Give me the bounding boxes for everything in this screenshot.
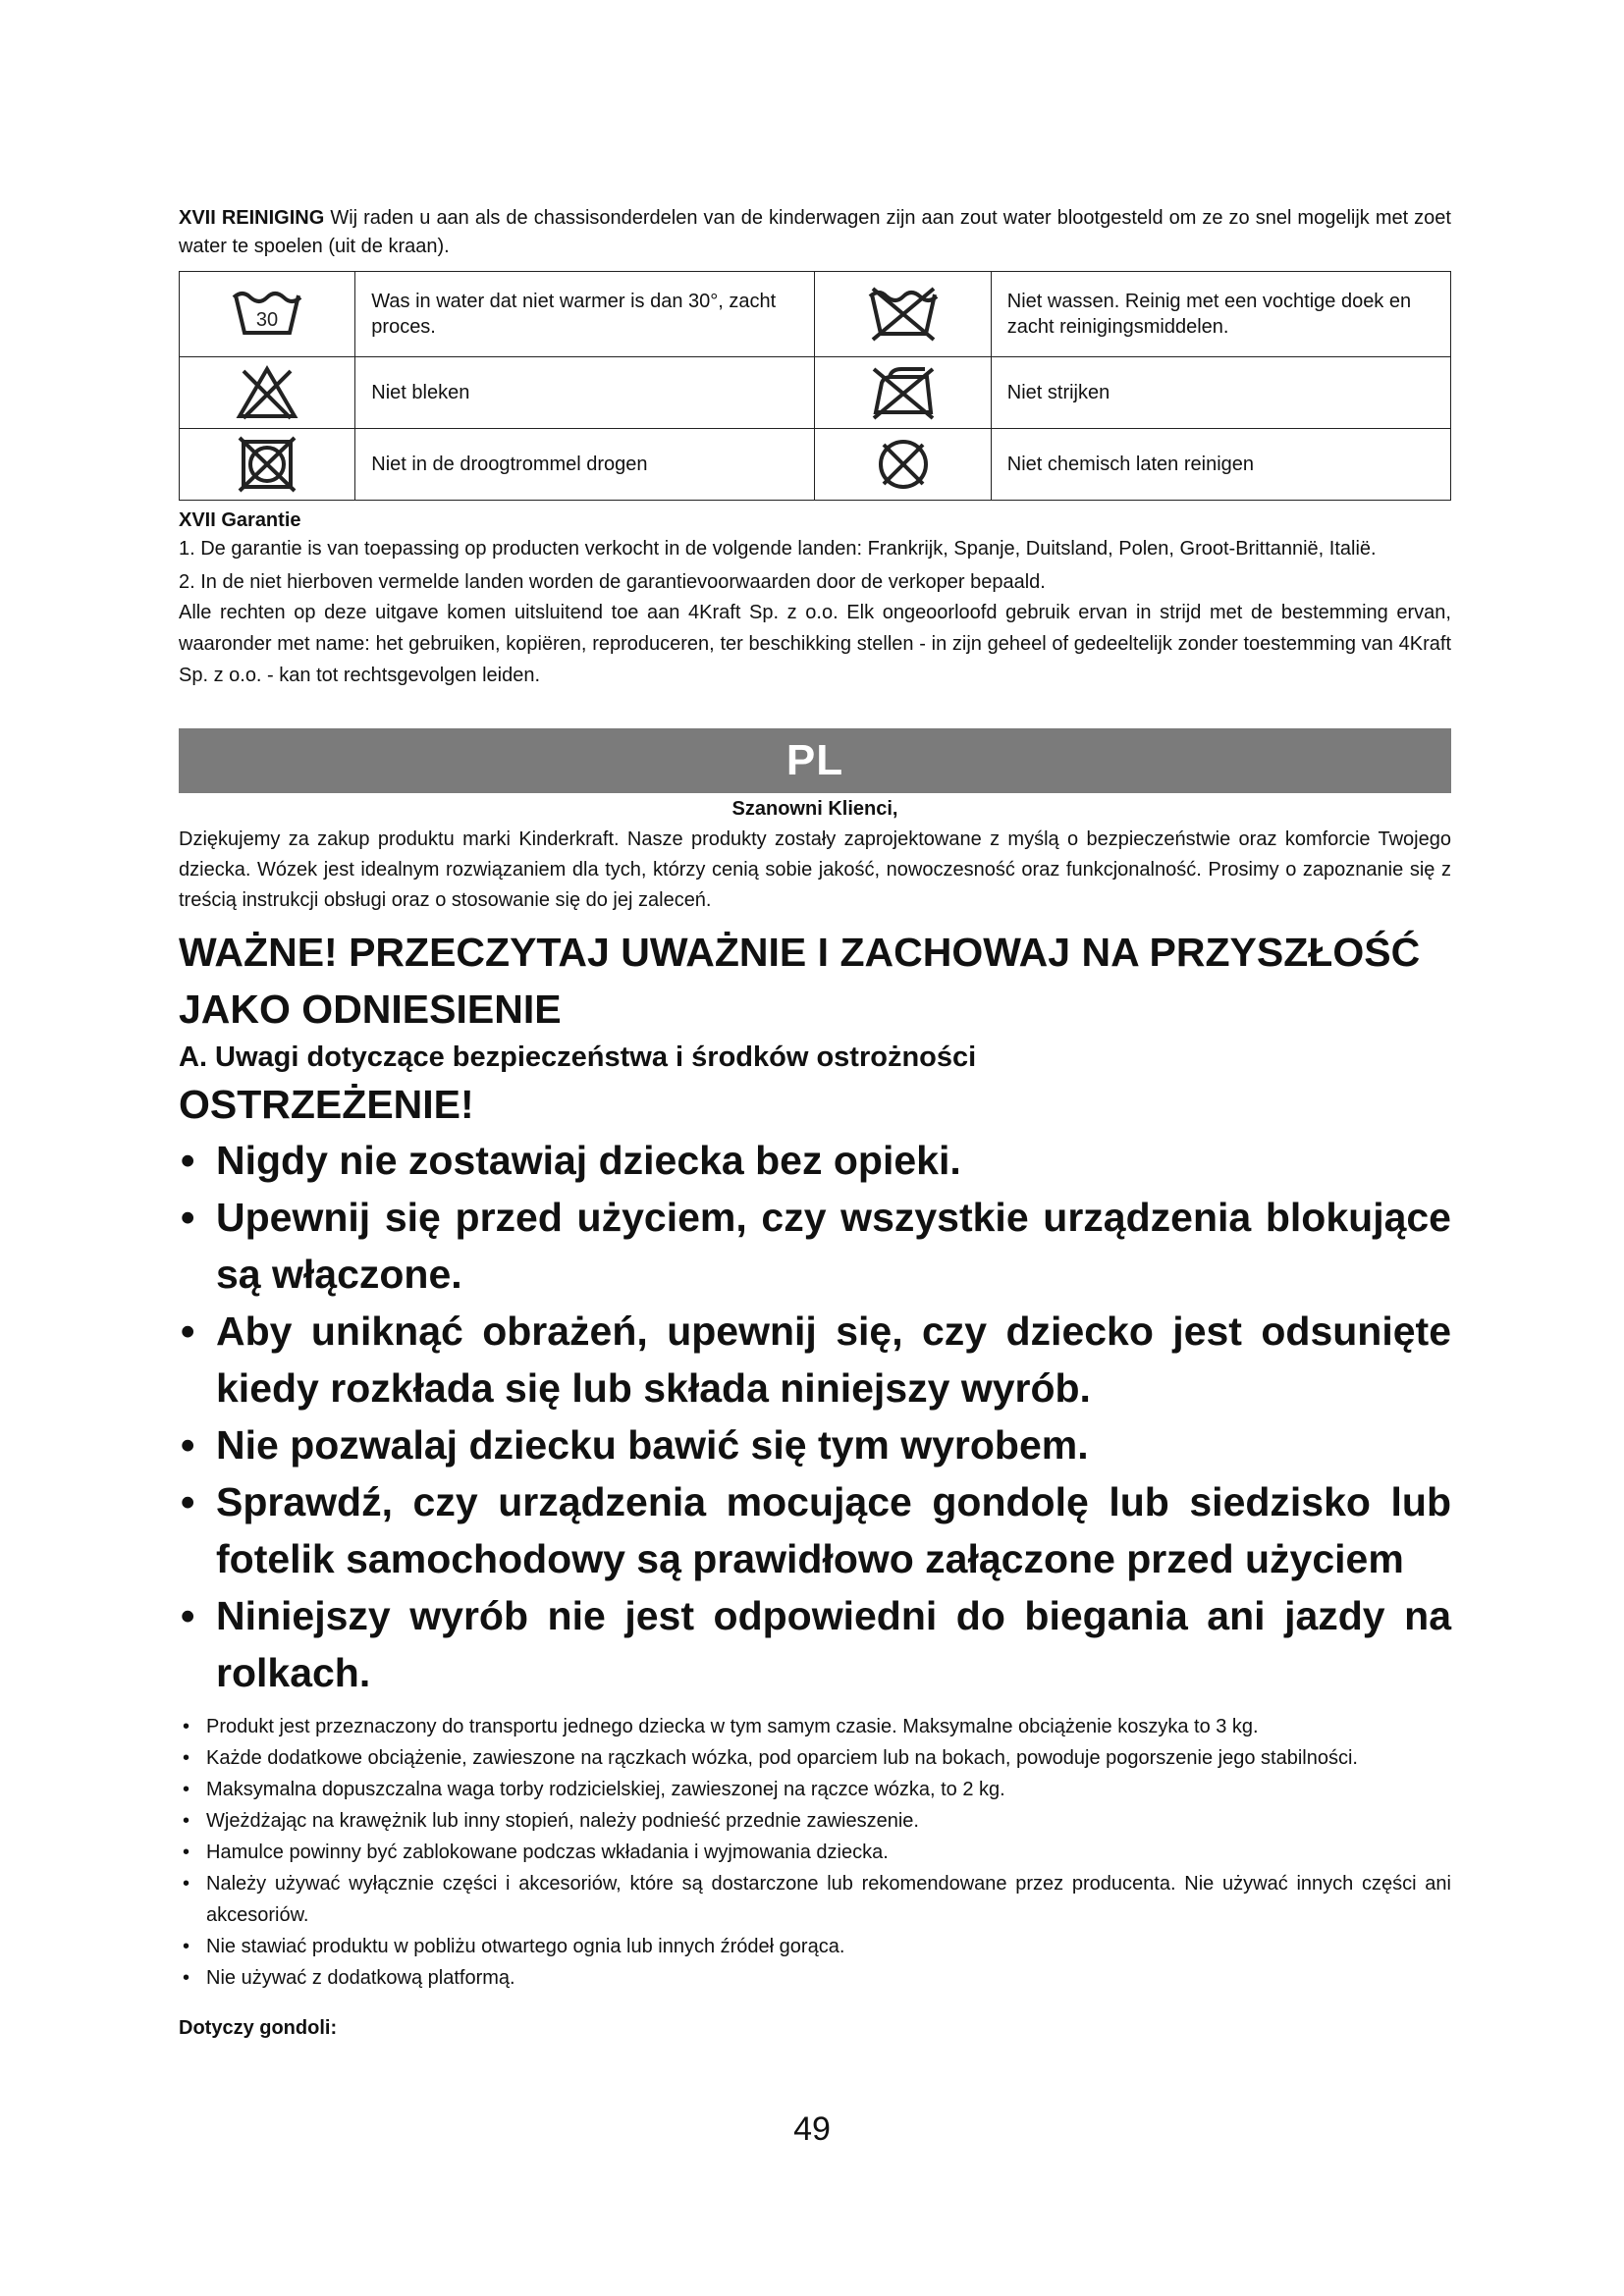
care-text-no-tumble-dry: Niet in de droogtrommel drogen: [355, 429, 815, 501]
dear-customers: Szanowni Klienci,: [731, 798, 898, 820]
bullet-icon: •: [181, 1479, 195, 1524]
warning-item: • Niniejszy wyrób nie jest odpowiedni do biegania ani jazdy na rolkach.: [179, 1587, 1451, 1701]
wash-30-icon: [231, 286, 303, 343]
care-text-no-iron: Niet strijken: [991, 357, 1450, 429]
note-item: • Każde dodatkowe obciążenie, zawieszone na rączkach wózka, pod oparciem lub na bokach, powoduje pogorszenie jego stabilności.: [179, 1742, 1451, 1774]
care-row: [180, 429, 1451, 501]
do-not-iron-icon: [868, 365, 939, 420]
warranty-heading: XVII Garantie: [179, 509, 301, 531]
warning-item: • Upewnij się przed użyciem, czy wszystkie urządzenia blokujące są włączone.: [179, 1189, 1451, 1303]
care-text-no-wash: Niet wassen. Reinig met een vochtige doek en zacht reinigingsmiddelen.: [991, 272, 1450, 357]
note-item: • Hamulce powinny być zablokowane podczas wkładania i wyjmowania dziecka.: [179, 1837, 1451, 1868]
warning-list: [179, 1132, 1451, 1701]
note-item: • Nie używać z dodatkową platformą.: [179, 1962, 1451, 1994]
care-text-no-bleach: Niet bleken: [355, 357, 815, 429]
note-item: • Nie stawiać produktu w pobliżu otwartego ognia lub innych źródeł gorąca.: [179, 1931, 1451, 1962]
important-heading: WAŻNE! PRZECZYTAJ UWAŻNIE I ZACHOWAJ NA PRZYSZŁOŚĆ JAKO ODNIESIENIE: [179, 930, 1421, 1032]
care-text-no-dry-clean: Niet chemisch laten reinigen: [991, 429, 1450, 501]
language-bar: PL: [179, 728, 1451, 793]
rights-text: Alle rechten op deze uitgave komen uitsluitend toe aan 4Kraft Sp. z o.o. Elk ongeoorloofd gebruik ervan in strijd met de bestemming ervan, waaronder met name: het gebruiken, kopiëren, reproduceren, ter beschikking stellen - in zijn geheel of gedeeltelijk zonder toestemming van 4Kraft Sp. z o.o. - kan tot rechtsgevolgen leiden.: [179, 602, 1451, 686]
note-item: • Maksymalna dopuszczalna waga torby rodzicielskiej, zawieszonej na rączce wózka, to 2 kg.: [179, 1774, 1451, 1805]
bullet-icon: •: [183, 1936, 190, 1957]
svg-text:30: 30: [256, 309, 279, 331]
do-not-wash-icon: [867, 285, 940, 344]
bullet-icon: •: [181, 1308, 195, 1354]
care-symbols-table: [179, 271, 1451, 501]
manual-page: [179, 204, 1451, 2043]
note-item: • Wjeżdżając na krawężnik lub inny stopień, należy podnieść przednie zawieszenie.: [179, 1805, 1451, 1837]
warning-heading: OSTRZEŻENIE!: [179, 1082, 474, 1127]
note-item: • Należy używać wyłącznie części i akcesoriów, które są dostarczone lub rekomendowane przez producenta. Nie używać innych części ani akcesoriów.: [179, 1868, 1451, 1931]
gondola-heading: Dotyczy gondoli:: [179, 2017, 338, 2039]
bullet-icon: •: [181, 1422, 195, 1468]
page-number: 49: [793, 2110, 831, 2148]
care-row: [180, 272, 1451, 357]
cleaning-text: Wij raden u aan als de chassisonderdelen van de kinderwagen zijn aan zout water blootgesteld om ze zo snel mogelijk met zoet water te spoelen (uit de kraan).: [179, 207, 1451, 257]
bullet-icon: •: [181, 1138, 195, 1183]
warning-item: • Sprawdź, czy urządzenia mocujące gondolę lub siedzisko lub fotelik samochodowy są prawidłowo załączone przed użyciem: [179, 1473, 1451, 1587]
bullet-icon: •: [181, 1195, 195, 1240]
section-a-heading: A. Uwagi dotyczące bezpieczeństwa i środków ostrożności: [179, 1041, 977, 1073]
thanks-text: Dziękujemy za zakup produktu marki Kinderkraft. Nasze produkty zostały zaprojektowane z myślą o bezpieczeństwie oraz komforcie Twojego dziecka. Wózek jest idealnym rozwiązaniem dla tych, którzy cenią sobie jakość, nowoczesność oraz funkcjonalność. Prosimy o zapoznanie się z treścią instrukcji obsługi oraz o stosowanie się do jej zaleceń.: [179, 828, 1451, 911]
warranty-item: 2. In de niet hierboven vermelde landen worden de garantievoorwaarden door de verkoper bepaald.: [179, 571, 1046, 593]
warranty-item: 1. De garantie is van toepassing op producten verkocht in de volgende landen: Frankrijk, Spanje, Duitsland, Polen, Groot-Brittannië, Italië.: [179, 538, 1377, 560]
bullet-icon: •: [181, 1593, 195, 1638]
cleaning-heading: XVII REINIGING: [179, 207, 325, 229]
care-row: [180, 357, 1451, 429]
bullet-icon: •: [183, 1967, 190, 1989]
do-not-dry-clean-icon: [874, 436, 933, 493]
warning-item: • Aby uniknąć obrażeń, upewnij się, czy dziecko jest odsunięte kiedy rozkłada się lub składa niniejszy wyrób.: [179, 1303, 1451, 1416]
bullet-icon: •: [183, 1842, 190, 1863]
notes-list: [179, 1711, 1451, 1994]
bullet-icon: •: [183, 1779, 190, 1800]
warning-item: • Nie pozwalaj dziecku bawić się tym wyrobem.: [179, 1416, 1451, 1473]
bullet-icon: •: [183, 1810, 190, 1832]
do-not-bleach-icon: [236, 365, 298, 420]
note-item: • Produkt jest przeznaczony do transportu jednego dziecka w tym samym czasie. Maksymalne obciążenie koszyka to 3 kg.: [179, 1711, 1451, 1742]
bullet-icon: •: [183, 1747, 190, 1769]
care-text-wash: Was in water dat niet warmer is dan 30°, zacht proces.: [355, 272, 815, 357]
warning-item: • Nigdy nie zostawiaj dziecka bez opieki.: [179, 1132, 1451, 1189]
cleaning-intro: [179, 204, 1451, 261]
do-not-tumble-dry-icon: [238, 436, 297, 493]
bullet-icon: •: [183, 1873, 190, 1895]
bullet-icon: •: [183, 1716, 190, 1737]
